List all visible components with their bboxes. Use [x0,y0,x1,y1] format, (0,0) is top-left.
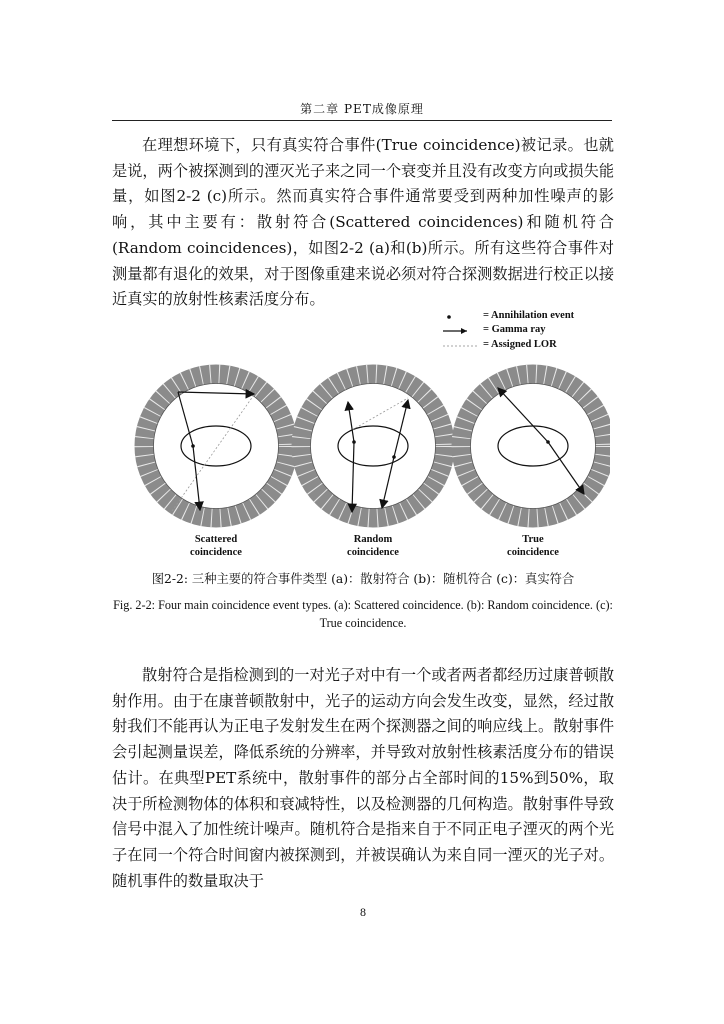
chapter-header: 第二章 PET成像原理 [300,102,424,116]
legend-annihilation: = Annihilation event [483,310,575,321]
random-ring [301,374,445,518]
label-scattered: Scattered coincidence [190,534,242,558]
paragraph-2: 散射符合是指检测到的一对光子对中有一个或者两者都经历过康普顿散射作用。由于在康普顿散射中，光子的运动方向会发生改变，显然，经过散射我们不能再认为正电子发射发生在两个探测器之间的响应线上。散射事件会引起测量误差，降低系统的分辨率，并导致对放射性核素活度分布的错误估计。在典型PET系统中，散射事件的部分占全部时间的15%到50%，取决于所检测物体的体积和衰减特性，以及检测器的几何构造。散射事件导致信号中混入了加性统计噪声。随机符合是指来自于不同正电子湮灭的两个光子在同一个符合时间窗内被探测到，并被误确认为来自同一湮灭的光子对。随机事件的数量取决于 [112,666,614,890]
label-random: Random coincidence [347,534,399,558]
header-rule [112,120,612,121]
caption-english: Fig. 2-2: Four main coincidence event types. (a): Scattered coincidence. (b): Random coincidence. (c): True coincidence. [113,598,613,630]
page-number: 8 [360,905,366,919]
scattered-ring [144,374,288,518]
true-ring [461,374,605,518]
coincidence-figure [130,306,610,558]
legend-lor: = Assigned LOR [483,339,557,350]
paragraph-1: 在理想环境下，只有真实符合事件(True coincidence)被记录。也就是说，两个被探测到的湮灭光子来之同一个衰变并且没有改变方向或损失能量，如图2-2 (c)所示。然而真实符合事件通常要受到两种加性噪声的影响，其中主要有：散射符合(Scattered coincidences)和随机符合(Random coincidences)，如图2-2 (a)和(b)所示。所有这些符合事件对测量都有退化的效果，对于图像重建来说必须对符合探测数据进行校正以接近真实的放射性核素活度分布。 [112,136,614,309]
label-true: True coincidence [507,534,559,558]
legend-gamma: = Gamma ray [483,324,546,335]
caption-chinese: 图2-2: 三种主要的符合事件类型 (a)：散射符合 (b)：随机符合 (c)：真实符合 [151,572,575,586]
